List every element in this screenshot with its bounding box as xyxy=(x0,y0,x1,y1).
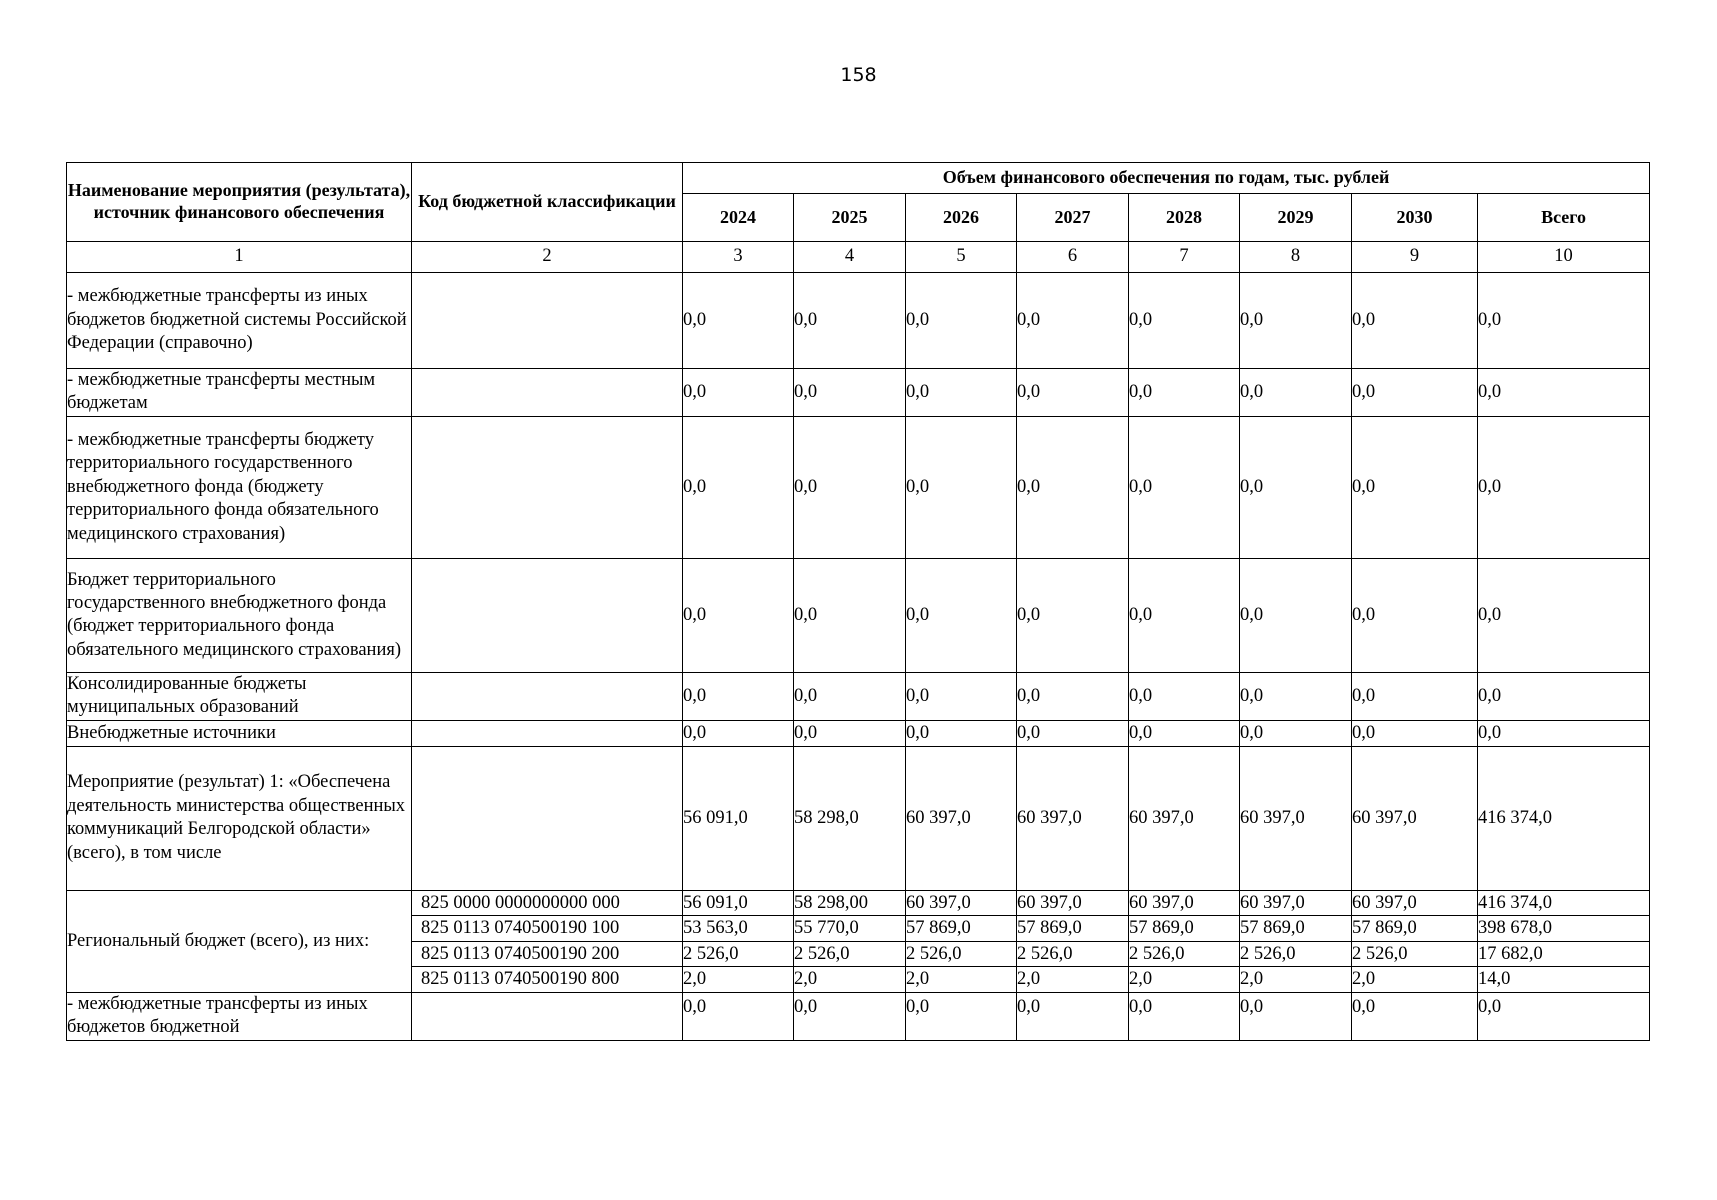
financing-table xyxy=(66,162,1650,1041)
row-total: 0,0 xyxy=(1478,558,1650,672)
row-total: 0,0 xyxy=(1478,992,1650,1040)
row-value: 0,0 xyxy=(794,992,906,1040)
column-number: 4 xyxy=(794,242,906,273)
row-value: 2 526,0 xyxy=(1229,941,1351,967)
row-total: 0,0 xyxy=(1478,720,1650,746)
row-value: 60 397,0 xyxy=(1129,892,1194,913)
row-value: 60 397,0 xyxy=(1352,892,1417,913)
row-value: 55 770,0 xyxy=(783,915,905,941)
row-value: 2,0 xyxy=(1118,966,1239,992)
row-value: 0,0 xyxy=(1129,273,1240,369)
row-value: 57 869,0 xyxy=(1006,915,1128,941)
row-value: 0,0 xyxy=(1017,992,1129,1040)
kbk-code: 825 0113 0740500190 200 xyxy=(412,941,682,967)
row-value: 2 526,0 xyxy=(1006,941,1128,967)
row-value: 0,0 xyxy=(906,273,1017,369)
table-row xyxy=(67,720,1650,746)
row-value: 0,0 xyxy=(1240,273,1352,369)
row-name: - межбюджетные трансферты бюджету территориального государственного внебюджетного фонда (бюджету территориального фонда обязательного медицинского страхования) xyxy=(67,416,412,558)
row-value-list xyxy=(1129,890,1240,992)
header-year: 2024 xyxy=(683,194,794,242)
row-name: - межбюджетные трансферты местным бюджетам xyxy=(67,369,412,417)
table-row xyxy=(67,416,1650,558)
row-value: 2,0 xyxy=(783,966,905,992)
row-value: 0,0 xyxy=(1129,992,1240,1040)
table-row-regional xyxy=(67,890,1650,992)
row-total: 0,0 xyxy=(1478,672,1650,720)
row-total: 0,0 xyxy=(1478,416,1650,558)
row-value: 0,0 xyxy=(906,369,1017,417)
table-body xyxy=(67,273,1650,1041)
row-value: 0,0 xyxy=(1017,273,1129,369)
row-value: 0,0 xyxy=(794,672,906,720)
header-year: 2030 xyxy=(1352,194,1478,242)
header-year: 2027 xyxy=(1017,194,1129,242)
row-name: Консолидированные бюджеты муниципальных образований xyxy=(67,672,412,720)
row-name: - межбюджетные трансферты из иных бюджетов бюджетной xyxy=(67,992,412,1040)
row-value: 0,0 xyxy=(1017,672,1129,720)
row-total: 14,0 xyxy=(1467,966,1649,992)
row-value: 2 526,0 xyxy=(1118,941,1239,967)
row-value: 2,0 xyxy=(1229,966,1351,992)
row-value-list xyxy=(906,890,1017,992)
row-name: Региональный бюджет (всего), из них: xyxy=(67,890,412,992)
header-year: 2026 xyxy=(906,194,1017,242)
table-row xyxy=(67,558,1650,672)
row-value: 0,0 xyxy=(1352,720,1478,746)
row-value: 60 397,0 xyxy=(1017,892,1082,913)
row-value: 0,0 xyxy=(1129,672,1240,720)
row-value: 0,0 xyxy=(1352,369,1478,417)
row-name: Бюджет территориального государственного внебюджетного фонда (бюджет территориального фонда обязательного медицинского страхования) xyxy=(67,558,412,672)
row-value: 0,0 xyxy=(1240,720,1352,746)
row-kbk xyxy=(412,992,683,1040)
row-total: 0,0 xyxy=(1478,273,1650,369)
row-value: 0,0 xyxy=(794,720,906,746)
row-value: 0,0 xyxy=(683,273,794,369)
row-value: 0,0 xyxy=(906,672,1017,720)
row-value: 2,0 xyxy=(1006,966,1128,992)
row-value: 0,0 xyxy=(1017,558,1129,672)
row-value: 0,0 xyxy=(1352,992,1478,1040)
row-value: 57 869,0 xyxy=(1341,915,1477,941)
row-value: 60 397,0 xyxy=(906,892,971,913)
row-value: 0,0 xyxy=(906,992,1017,1040)
table-row xyxy=(67,369,1650,417)
row-value-list xyxy=(1352,890,1478,992)
row-name: - межбюджетные трансферты из иных бюджетов бюджетной системы Российской Федерации (справочно) xyxy=(67,273,412,369)
row-total-list xyxy=(1478,890,1650,992)
row-value: 58 298,0 xyxy=(794,746,906,890)
row-value: 57 869,0 xyxy=(1118,915,1239,941)
row-kbk xyxy=(412,720,683,746)
header-year: 2028 xyxy=(1129,194,1240,242)
row-value: 0,0 xyxy=(1240,416,1352,558)
row-total: 416 374,0 xyxy=(1478,746,1650,890)
row-value: 0,0 xyxy=(906,558,1017,672)
row-value: 2 526,0 xyxy=(1341,941,1477,967)
row-value: 0,0 xyxy=(1240,672,1352,720)
row-value: 0,0 xyxy=(1017,369,1129,417)
row-value: 0,0 xyxy=(1352,558,1478,672)
row-value: 0,0 xyxy=(794,369,906,417)
row-name: Внебюджетные источники xyxy=(67,720,412,746)
row-value: 2 526,0 xyxy=(783,941,905,967)
kbk-code: 825 0000 0000000000 000 xyxy=(421,892,620,913)
row-value: 57 869,0 xyxy=(1229,915,1351,941)
row-value: 0,0 xyxy=(1129,416,1240,558)
row-value: 0,0 xyxy=(1129,720,1240,746)
row-value: 0,0 xyxy=(1240,558,1352,672)
row-value: 0,0 xyxy=(794,558,906,672)
row-value: 0,0 xyxy=(906,720,1017,746)
row-value-list xyxy=(794,890,906,992)
column-number: 3 xyxy=(683,242,794,273)
row-value: 58 298,00 xyxy=(794,892,868,913)
row-value: 0,0 xyxy=(1017,416,1129,558)
row-value: 2,0 xyxy=(895,966,1016,992)
row-value: 57 869,0 xyxy=(895,915,1016,941)
table-row xyxy=(67,672,1650,720)
row-value-list xyxy=(1017,890,1129,992)
row-value: 2 526,0 xyxy=(672,941,793,967)
row-value: 0,0 xyxy=(683,672,794,720)
table-row xyxy=(67,273,1650,369)
row-kbk xyxy=(412,558,683,672)
row-value: 0,0 xyxy=(683,558,794,672)
kbk-code: 825 0113 0740500190 100 xyxy=(412,915,682,941)
table-row xyxy=(67,746,1650,890)
header-total: Всего xyxy=(1478,194,1650,242)
row-value: 60 397,0 xyxy=(1017,746,1129,890)
column-number: 6 xyxy=(1017,242,1129,273)
column-number: 9 xyxy=(1352,242,1478,273)
row-value: 0,0 xyxy=(683,369,794,417)
row-kbk xyxy=(412,369,683,417)
row-value: 0,0 xyxy=(1352,273,1478,369)
row-value: 0,0 xyxy=(1017,720,1129,746)
row-value: 0,0 xyxy=(1352,416,1478,558)
row-kbk xyxy=(412,746,683,890)
row-total: 416 374,0 xyxy=(1478,892,1552,913)
row-value: 60 397,0 xyxy=(906,746,1017,890)
row-kbk xyxy=(412,273,683,369)
column-number: 8 xyxy=(1240,242,1352,273)
column-number: 5 xyxy=(906,242,1017,273)
row-total: 17 682,0 xyxy=(1467,941,1649,967)
header-year: 2025 xyxy=(794,194,906,242)
row-value: 53 563,0 xyxy=(672,915,793,941)
row-value: 60 397,0 xyxy=(1129,746,1240,890)
table-row xyxy=(67,992,1650,1040)
row-value: 56 091,0 xyxy=(683,746,794,890)
row-value: 2,0 xyxy=(672,966,793,992)
row-value: 2 526,0 xyxy=(895,941,1016,967)
row-value: 0,0 xyxy=(794,416,906,558)
row-value-list xyxy=(683,890,794,992)
row-value: 0,0 xyxy=(794,273,906,369)
row-total: 398 678,0 xyxy=(1467,915,1649,941)
row-value: 0,0 xyxy=(683,416,794,558)
row-kbk xyxy=(412,672,683,720)
header-name: Наименование мероприятия (результата), источник финансового обеспечения xyxy=(67,163,412,242)
row-value: 0,0 xyxy=(1129,369,1240,417)
row-value-list xyxy=(1240,890,1352,992)
kbk-code: 825 0113 0740500190 800 xyxy=(412,966,682,992)
row-kbk-list xyxy=(412,890,683,992)
row-value: 56 091,0 xyxy=(683,892,748,913)
header-volume: Объем финансового обеспечения по годам, тыс. рублей xyxy=(683,163,1650,194)
row-total: 0,0 xyxy=(1478,369,1650,417)
row-name: Мероприятие (результат) 1: «Обеспечена деятельность министерства общественных коммуникаций Белгородской области» (всего), в том числе xyxy=(67,746,412,890)
row-value: 0,0 xyxy=(1352,672,1478,720)
row-value: 60 397,0 xyxy=(1240,892,1305,913)
column-number: 10 xyxy=(1478,242,1650,273)
row-value: 60 397,0 xyxy=(1240,746,1352,890)
page-number: 158 xyxy=(840,64,877,86)
column-number: 1 xyxy=(67,242,412,273)
row-value: 0,0 xyxy=(906,416,1017,558)
column-number: 2 xyxy=(412,242,683,273)
row-kbk xyxy=(412,416,683,558)
header-year: 2029 xyxy=(1240,194,1352,242)
column-number: 7 xyxy=(1129,242,1240,273)
row-value: 2,0 xyxy=(1341,966,1477,992)
row-value: 0,0 xyxy=(1129,558,1240,672)
row-value: 0,0 xyxy=(683,992,794,1040)
row-value: 60 397,0 xyxy=(1352,746,1478,890)
row-value: 0,0 xyxy=(683,720,794,746)
row-value: 0,0 xyxy=(1240,992,1352,1040)
row-value: 0,0 xyxy=(1240,369,1352,417)
header-kbk: Код бюджетной классификации xyxy=(412,163,683,242)
